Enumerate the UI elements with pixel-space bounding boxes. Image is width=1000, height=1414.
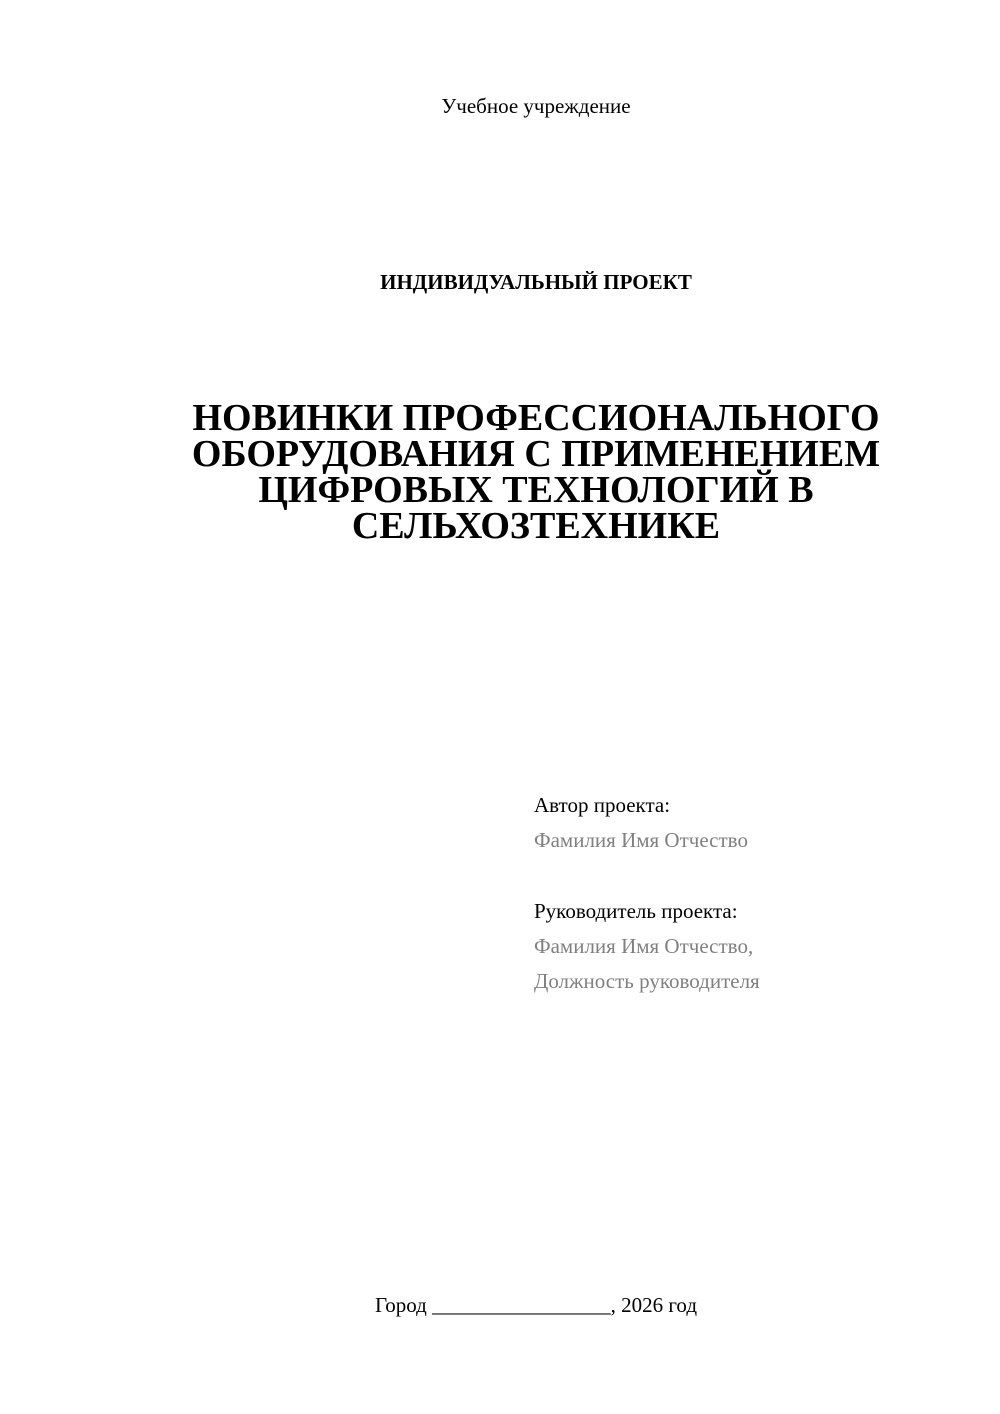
author-name-placeholder: Фамилия Имя Отчество	[534, 828, 748, 852]
project-title-line: ЦИФРОВЫХ ТЕХНОЛОГИЙ В	[258, 469, 814, 511]
project-type-heading: ИНДИВИДУАЛЬНЫЙ ПРОЕКТ	[380, 270, 692, 294]
supervisor-name-placeholder: Фамилия Имя Отчество,	[534, 934, 754, 958]
project-title-line: НОВИНКИ ПРОФЕССИОНАЛЬНОГО	[192, 397, 880, 439]
author-label: Автор проекта:	[534, 793, 671, 817]
supervisor-position-placeholder: Должность руководителя	[534, 969, 760, 993]
supervisor-label: Руководитель проекта:	[534, 899, 738, 923]
project-title-line: ОБОРУДОВАНИЯ С ПРИМЕНЕНИЕМ	[191, 433, 881, 475]
project-title	[150, 397, 922, 547]
institution-name: Учебное учреждение	[441, 94, 631, 118]
credits-block	[534, 788, 974, 999]
credits-spacer	[534, 858, 974, 894]
city-year-line: Город _________________, 2026 год	[374, 1293, 698, 1317]
project-title-line: СЕЛЬХОЗТЕХНИКЕ	[351, 505, 721, 547]
